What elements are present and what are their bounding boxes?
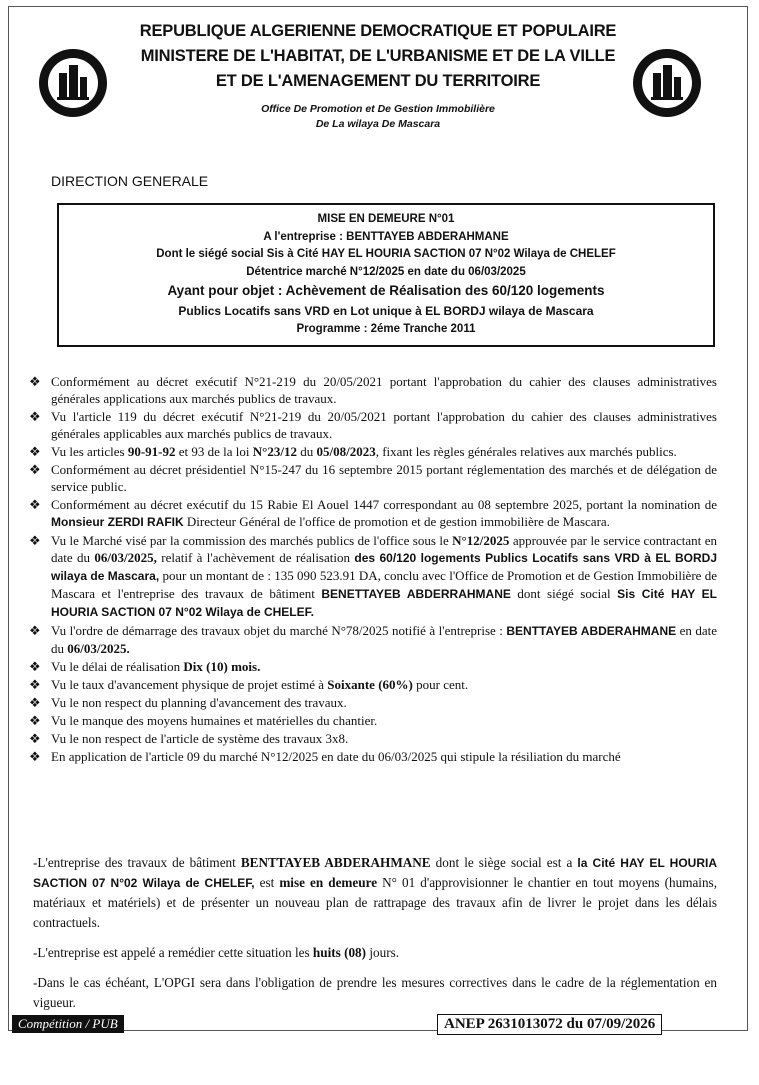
diamond-bullet-icon: ❖ bbox=[29, 444, 41, 459]
notice-contract: Détentrice marché N°12/2025 en date du 06/03/2025 bbox=[246, 265, 526, 278]
header-line-2: MINISTERE DE L'HABITAT, DE L'URBANISME ET DE LA VILLE bbox=[140, 47, 616, 65]
list-item: ❖ Conformément au décret présidentiel N°15-247 du 16 septembre 2015 portant réglementation des marchés et de délégation de service public. bbox=[29, 462, 717, 494]
list-item: ❖ Vu le Marché visé par la commission des marchés publics de l'office sous le N°12/2025 approuvée par le service contractant en date du 06/03/2025, relatif à l'achèvement de réalisation des 60/120 logements Publics Locatifs sans VRD à EL BORDJ wilaya de Mascara, pour un montant de : 135 090 523.91 DA, conclu avec l'Office de Promotion et de Gestion Immobilière de Mascara et l'entreprise des travaux de bâtiment BENETTAYEB ABDERRAHMANE dont siégé social Sis Cité HAY EL HOURIA SACTION 07 N°02 Wilaya de CHELEF. bbox=[29, 533, 718, 619]
diamond-bullet-icon: ❖ bbox=[29, 533, 41, 548]
notice-object-1: Ayant pour objet : Achèvement de Réalisation des 60/120 logements bbox=[167, 283, 605, 298]
paragraph-deadline: -L'entreprise est appelé a remédier cette situation les huits (08) jours. bbox=[33, 945, 400, 960]
notice-title: MISE EN DEMEURE N°01 bbox=[317, 213, 455, 225]
list-item: ❖ Vu les articles 90-91-92 et 93 de la loi N°23/12 du 05/08/2023, fixant les règles générales relatives aux marchés publics. bbox=[29, 444, 677, 459]
notice-box bbox=[57, 203, 715, 347]
header-line-1: REPUBLIQUE ALGERIENNE DEMOCRATIQUE ET POPULAIRE bbox=[139, 22, 617, 40]
list-item: ❖ Vu le non respect du planning d'avancement des travaux. bbox=[29, 695, 347, 710]
diamond-bullet-icon: ❖ bbox=[29, 623, 41, 638]
list-item: ❖ Conformément au décret exécutif N°21-219 du 20/05/2021 portant l'approbation du cahier des clauses administratives générales applications aux marchés publics de travaux. bbox=[29, 374, 717, 406]
direction-label: DIRECTION GENERALE bbox=[51, 173, 209, 189]
notice-recipient: A l'entreprise : BENTTAYEB ABDERAHMANE bbox=[263, 230, 509, 243]
list-item: ❖ En application de l'article 09 du marché N°12/2025 en date du 06/03/2025 qui stipule la résiliation du marché bbox=[29, 749, 621, 764]
footer-label: Compétition / PUB bbox=[12, 1015, 124, 1033]
diamond-bullet-icon: ❖ bbox=[29, 374, 41, 389]
considerations-list bbox=[27, 373, 717, 766]
diamond-bullet-icon: ❖ bbox=[29, 731, 41, 746]
header-title bbox=[9, 19, 747, 94]
list-item: ❖ Vu le manque des moyens humaines et matérielles du chantier. bbox=[29, 713, 378, 728]
document-page bbox=[8, 6, 748, 1031]
diamond-bullet-icon: ❖ bbox=[29, 677, 41, 692]
list-item: ❖ Conformément au décret exécutif du 15 Rabie El Aouel 1447 correspondant au 08 septembre 2025, portant la nomination de Monsieur ZERDI RAFIK Directeur Général de l'office de promotion et de gestion immobilière de Mascara. bbox=[29, 497, 717, 529]
notice-object-2: Publics Locatifs sans VRD en Lot unique à EL BORDJ wilaya de Mascara bbox=[178, 304, 594, 318]
list-item: ❖ Vu le non respect de l'article de système des travaux 3x8. bbox=[29, 731, 349, 746]
diamond-bullet-icon: ❖ bbox=[29, 409, 41, 424]
diamond-bullet-icon: ❖ bbox=[29, 462, 41, 477]
office-line-2: De La wilaya De Mascara bbox=[315, 118, 441, 130]
list-item: ❖ Vu l'ordre de démarrage des travaux objet du marché N°78/2025 notifié à l'entreprise : BENTTAYEB ABDERAHMANE en date du 06/03/2025. bbox=[29, 623, 717, 656]
diamond-bullet-icon: ❖ bbox=[29, 497, 41, 512]
notice-program: Programme : 2éme Tranche 2011 bbox=[296, 323, 476, 335]
diamond-bullet-icon: ❖ bbox=[29, 749, 41, 764]
notice-seat: Dont le siégé social Sis à Cité HAY EL HOURIA SACTION 07 N°02 Wilaya de CHELEF bbox=[156, 248, 616, 260]
list-item: ❖ Vu le délai de réalisation Dix (10) mois. bbox=[29, 659, 261, 674]
office-name bbox=[9, 102, 747, 132]
diamond-bullet-icon: ❖ bbox=[29, 659, 41, 674]
header-line-3: ET DE L'AMENAGEMENT DU TERRITOIRE bbox=[215, 72, 541, 90]
paragraph-notice: -L'entreprise des travaux de bâtiment BENTTAYEB ABDERAHMANE dont le siège social est a la Cité HAY EL HOURIA SACTION 07 N°02 Wilaya de CHELEF, est mise en demeure N° 01 d'approvisionner le chantier en tout moyens (humains, matériaux et matériels) et de présenter un nouveau plan de rattrapage des travaux afin de livrer le projet dans les délais contractuels. bbox=[33, 855, 717, 930]
office-line-1: Office De Promotion et De Gestion Immobilière bbox=[261, 103, 495, 115]
list-item: ❖ Vu le taux d'avancement physique de projet estimé à Soixante (60%) pour cent. bbox=[29, 677, 469, 692]
list-item: ❖ Vu l'article 119 du décret exécutif N°21-219 du 20/05/2021 portant l'approbation du cahier des clauses administratives générales applicables aux marchés publics de travaux. bbox=[29, 409, 717, 441]
paragraph-measures: -Dans le cas échéant, L'OPGI sera dans l'obligation de prendre les mesures correctives dans le cadre de la réglementation en vigueur. bbox=[33, 975, 717, 1010]
diamond-bullet-icon: ❖ bbox=[29, 713, 41, 728]
anep-reference: ANEP 2631013072 du 07/09/2026 bbox=[437, 1014, 662, 1035]
diamond-bullet-icon: ❖ bbox=[29, 695, 41, 710]
